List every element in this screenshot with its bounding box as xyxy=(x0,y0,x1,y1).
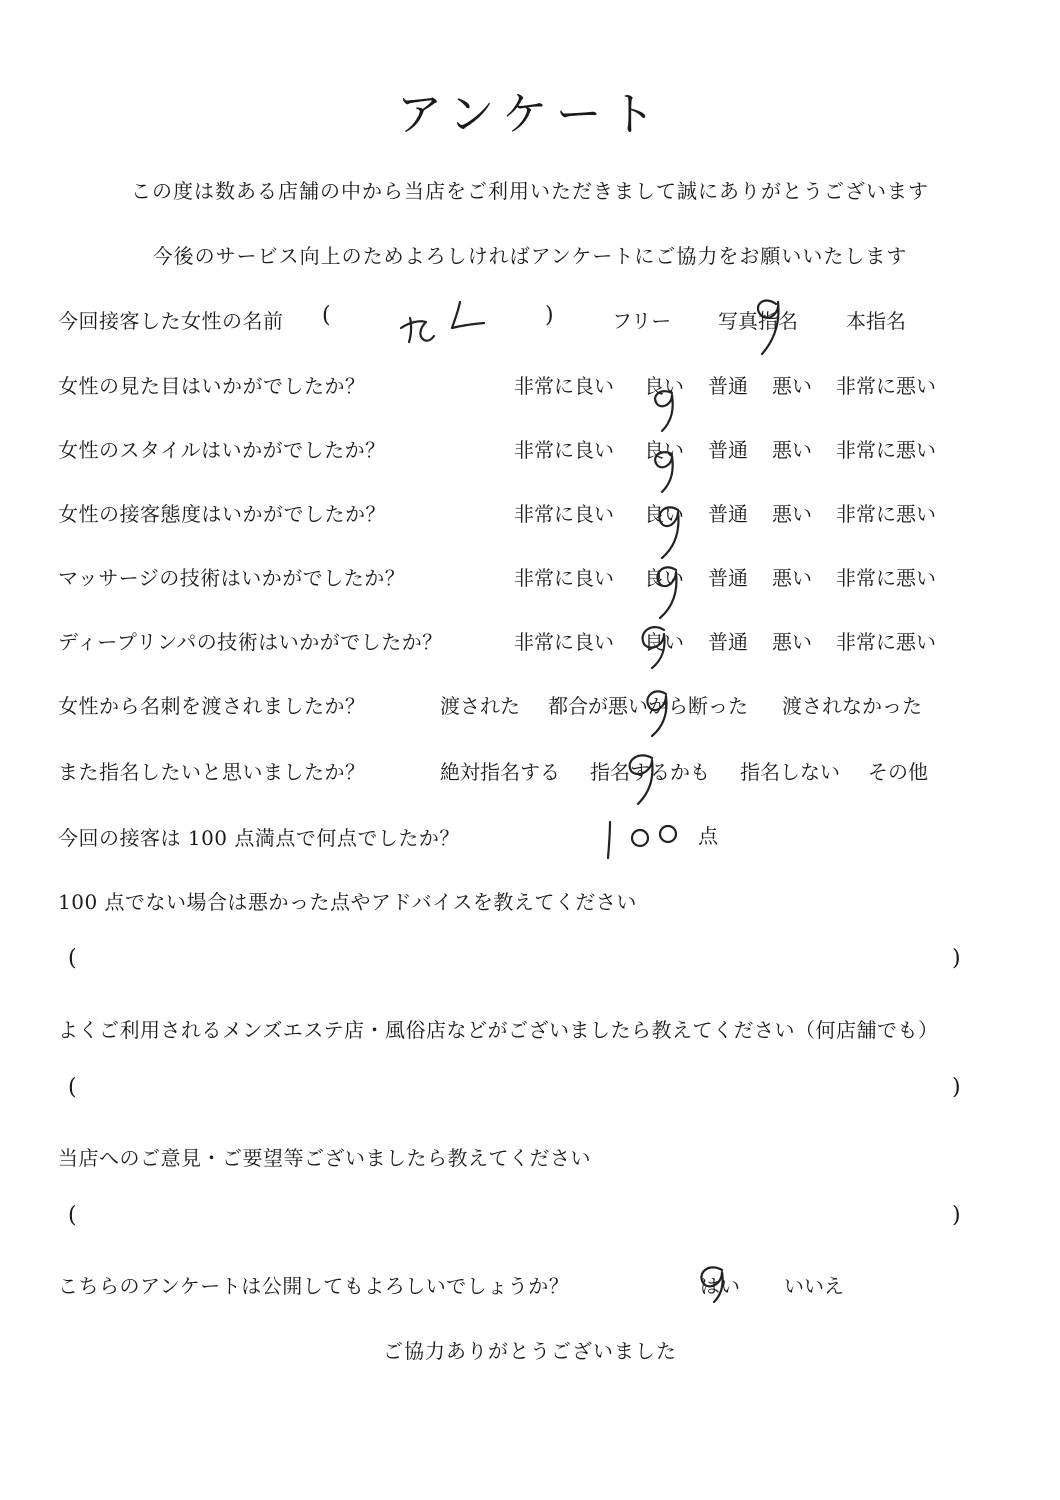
selection-mark-card xyxy=(636,684,680,744)
massage-option-very-good[interactable]: 非常に良い xyxy=(514,566,614,590)
massage-option-good[interactable]: 良い xyxy=(644,566,684,590)
massage-question-label: マッサージの技術はいかがでしたか？ xyxy=(58,566,406,590)
looks-option-very-bad[interactable]: 非常に悪い xyxy=(836,374,936,398)
selection-mark-massage xyxy=(646,560,690,626)
style-option-very-good[interactable]: 非常に良い xyxy=(514,438,614,462)
card-option-not-received[interactable]: 渡されなかった xyxy=(782,694,922,718)
shops-close-paren: ) xyxy=(952,1075,961,1100)
option-free[interactable]: フリー xyxy=(612,309,672,333)
selection-mark-style xyxy=(646,446,686,500)
looks-option-bad[interactable]: 悪い xyxy=(772,374,812,398)
request-close-paren: ) xyxy=(952,1203,961,1228)
selection-mark-publish xyxy=(692,1262,736,1310)
looks-option-normal[interactable]: 普通 xyxy=(708,374,748,398)
style-option-bad[interactable]: 悪い xyxy=(772,438,812,462)
request-open-paren: ( xyxy=(68,1203,77,1228)
handwritten-score xyxy=(600,818,690,866)
massage-option-bad[interactable]: 悪い xyxy=(772,566,812,590)
option-main-nomination[interactable]: 本指名 xyxy=(846,309,906,333)
attitude-question-label: 女性の接客態度はいかがでしたか？ xyxy=(58,502,386,526)
publish-option-no[interactable]: いいえ xyxy=(784,1274,844,1298)
attitude-option-normal[interactable]: 普通 xyxy=(708,502,748,526)
attitude-option-good[interactable]: 良い xyxy=(644,502,684,526)
advice-answer-field[interactable] xyxy=(100,946,920,974)
lymph-option-bad[interactable]: 悪い xyxy=(772,630,812,654)
repeat-option-maybe[interactable]: 指名するかも xyxy=(590,760,710,784)
card-option-declined[interactable]: 都合が悪いから断った xyxy=(548,694,748,718)
selection-mark-attitude xyxy=(648,500,692,566)
advice-close-paren: ) xyxy=(952,946,961,971)
handwritten-name xyxy=(398,296,488,350)
repeat-option-other[interactable]: その他 xyxy=(868,760,928,784)
shops-question-label: よくご利用されるメンズエステ店・風俗店などがございましたら教えてください（何店舗でも） xyxy=(58,1018,939,1042)
attitude-option-bad[interactable]: 悪い xyxy=(772,502,812,526)
score-question-label: 今回の接客は 100 点満点で何点でしたか？ xyxy=(58,826,460,850)
closing-message: ご協力ありがとうございました xyxy=(383,1339,677,1363)
looks-option-very-good[interactable]: 非常に良い xyxy=(514,374,614,398)
attitude-option-very-good[interactable]: 非常に良い xyxy=(514,502,614,526)
advice-question-label: 100 点でない場合は悪かった点やアドバイスを教えてください xyxy=(58,890,637,914)
lymph-question-label: ディープリンパの技術はいかがでしたか？ xyxy=(58,630,443,654)
selection-mark-looks xyxy=(646,385,686,439)
lymph-option-good[interactable]: 良い xyxy=(644,630,684,654)
advice-open-paren: ( xyxy=(68,946,77,971)
style-question-label: 女性のスタイルはいかがでしたか？ xyxy=(58,438,386,462)
selection-mark-lymph xyxy=(632,620,676,676)
score-unit: 点 xyxy=(698,824,718,848)
shops-open-paren: ( xyxy=(68,1075,77,1100)
name-question-label: 今回接客した女性の名前 xyxy=(58,309,284,333)
option-photo-nomination[interactable]: 写真指名 xyxy=(718,309,798,333)
massage-option-very-bad[interactable]: 非常に悪い xyxy=(836,566,936,590)
repeat-option-definitely[interactable]: 絶対指名する xyxy=(440,760,560,784)
page-title: アンケート xyxy=(396,87,664,141)
shops-answer-field[interactable] xyxy=(100,1075,920,1103)
request-question-label: 当店へのご意見・ご要望等ございましたら教えてください xyxy=(58,1146,591,1170)
card-option-received[interactable]: 渡された xyxy=(440,694,520,718)
selection-mark-name-type xyxy=(748,290,794,364)
name-open-paren: ( xyxy=(322,303,331,328)
name-close-paren: ) xyxy=(545,303,554,328)
style-option-normal[interactable]: 普通 xyxy=(708,438,748,462)
repeat-option-no[interactable]: 指名しない xyxy=(740,760,840,784)
style-option-very-bad[interactable]: 非常に悪い xyxy=(836,438,936,462)
lymph-option-very-good[interactable]: 非常に良い xyxy=(514,630,614,654)
lymph-option-very-bad[interactable]: 非常に悪い xyxy=(836,630,936,654)
repeat-question-label: また指名したいと思いましたか？ xyxy=(58,760,366,784)
selection-mark-repeat xyxy=(618,748,666,812)
style-option-good[interactable]: 良い xyxy=(644,438,684,462)
attitude-option-very-bad[interactable]: 非常に悪い xyxy=(836,502,936,526)
publish-question-label: こちらのアンケートは公開してもよろしいでしょうか？ xyxy=(58,1274,570,1298)
card-question-label: 女性から名刺を渡されましたか？ xyxy=(58,694,366,718)
looks-option-good[interactable]: 良い xyxy=(644,374,684,398)
intro-line-2: 今後のサービス向上のためよろしければアンケートにご協力をお願いいたします xyxy=(152,244,908,268)
request-answer-field[interactable] xyxy=(100,1203,920,1231)
lymph-option-normal[interactable]: 普通 xyxy=(708,630,748,654)
intro-line-1: この度は数ある店舗の中から当店をご利用いただきまして誠にありがとうございます xyxy=(131,179,929,203)
looks-question-label: 女性の見た目はいかがでしたか？ xyxy=(58,374,366,398)
massage-option-normal[interactable]: 普通 xyxy=(708,566,748,590)
publish-option-yes[interactable]: はい xyxy=(700,1274,740,1298)
